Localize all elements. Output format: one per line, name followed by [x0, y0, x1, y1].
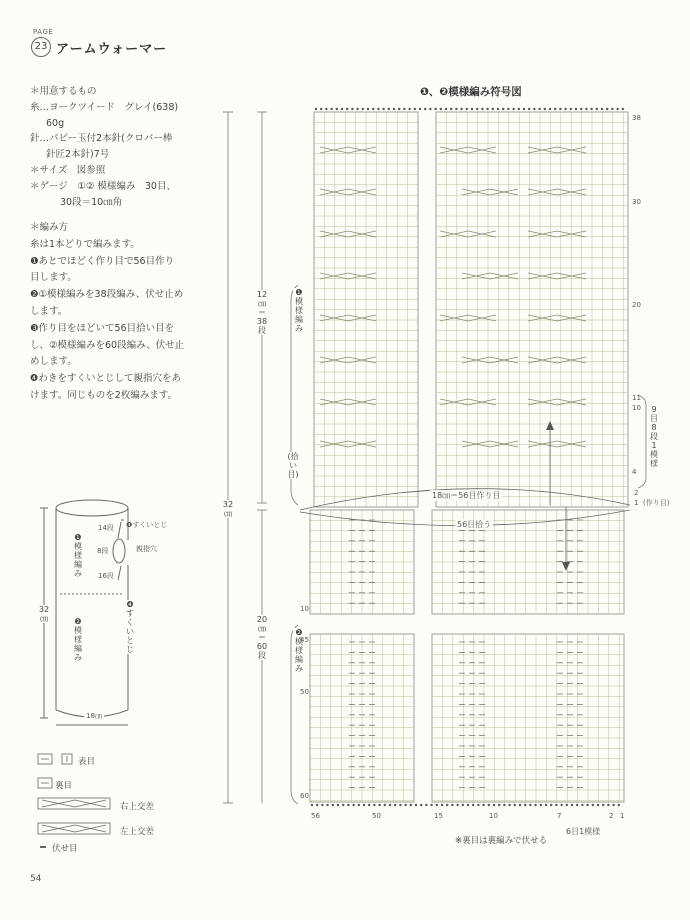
arm-warmer-schematic	[40, 500, 128, 725]
seam-label-2: ❹すくいとじ	[126, 600, 134, 654]
row-label: 50	[300, 688, 309, 696]
method-step: します。	[30, 305, 68, 317]
pattern-2-label: ❷模様編み	[295, 628, 303, 673]
method-step: し、②模様編みを60段編み、伏せ止	[30, 339, 185, 351]
row-label: 60	[300, 792, 309, 800]
chart-title: ❶、❷模様編み符号図	[420, 86, 522, 98]
method-step: めします。	[30, 356, 77, 368]
row-label: 38	[632, 114, 641, 122]
upper-chart-grid	[314, 112, 628, 507]
schematic-height: 32㎝	[38, 605, 50, 623]
materials-heading: ＊用意するもの	[30, 86, 97, 97]
method-step: ❸作り目をほどいて56目拾い目を	[30, 322, 175, 334]
col-label: 50	[372, 812, 381, 820]
needles-line-2: 針匠2本針)7号	[46, 149, 110, 161]
gauge-line: ＊ゲージ ①② 模様編み 30目、	[30, 180, 176, 192]
row-label: 2	[634, 489, 639, 497]
total-height-label: 32㎝	[222, 500, 234, 518]
schematic-width: 18㎝	[86, 712, 102, 720]
legend-bind-off: 伏せ目	[52, 844, 78, 854]
chart-note: ※裏目は裏編みで伏せる	[455, 836, 548, 846]
legend-left-cross: 左上交差	[120, 827, 155, 837]
lower-chart-grid	[310, 510, 624, 802]
page-number-badge: 23	[31, 37, 51, 57]
thumb-hole-label: 親指穴	[136, 545, 157, 553]
method-step: ❶あとでほどく作り目で56目作り	[30, 255, 175, 267]
row-label: 10	[300, 605, 309, 613]
repeat-stitches-label: 6目1模様	[566, 827, 601, 836]
col-label: 10	[489, 812, 498, 820]
legend-knit: 表目	[78, 757, 96, 767]
col-label: 56	[311, 812, 320, 820]
cable-motifs	[320, 147, 586, 447]
row-label: 10	[632, 404, 641, 412]
seam-label: ❹すくいとじ	[126, 521, 168, 529]
method-heading: ＊編み方	[30, 222, 69, 233]
row-label: 11	[632, 394, 641, 402]
row-label: 4	[632, 468, 637, 476]
col-label: 1	[620, 812, 625, 820]
rows-8-label: 8段	[97, 547, 109, 555]
upper-dimension-label: 12㎝＝38段	[256, 290, 268, 335]
legend-right-cross: 右上交差	[120, 802, 155, 812]
legend-purl: 裏目	[55, 781, 73, 791]
method-intro: 糸は1本どりで編みます。	[30, 238, 140, 250]
lower-dimension-label: 20㎝＝60段	[256, 615, 268, 660]
pattern-1-label: ❶模様編み	[295, 288, 303, 333]
row-label: 30	[632, 198, 641, 206]
col-label: 2	[609, 812, 614, 820]
page-footer-number: 54	[30, 874, 42, 884]
row-label: 20	[632, 301, 641, 309]
gauge-line-2: 30段＝10㎝角	[60, 196, 123, 208]
yarn-line: 糸…ヨークツイード グレイ(638)	[30, 101, 179, 113]
legend-symbols	[38, 754, 110, 847]
size-line: ＊サイズ 図参照	[30, 164, 106, 176]
rows-14-label: 14段	[98, 524, 114, 532]
needles-line: 針…パピー玉付2本針(クロバー棒	[30, 133, 173, 145]
page-title: アームウォーマー	[56, 42, 168, 57]
col-label: 15	[434, 812, 443, 820]
schematic-pattern-2-label: ❷模様編み	[74, 617, 82, 662]
row-label: 45	[300, 636, 309, 644]
schematic-pattern-1-label: ❶模様編み	[74, 533, 82, 578]
pickup-label: 56目拾う	[457, 520, 492, 529]
col-label: 7	[557, 812, 562, 820]
yarn-amount: 60g	[46, 117, 65, 129]
page-label: PAGE	[33, 28, 54, 36]
method-step: けます。同じものを2枚編みます。	[30, 389, 178, 401]
repeat-rows-label: 9目8段1模様	[650, 405, 658, 468]
cast-on-label: 18㎝＝56目作り目	[432, 491, 501, 500]
method-step: ❹わきをすくいとじして親指穴をあ	[30, 373, 182, 385]
pickup-side-label: (拾い目)	[287, 452, 299, 479]
method-step: 目します。	[30, 272, 77, 284]
row-label: 1	[634, 499, 639, 507]
rows-16-label: 16段	[98, 572, 114, 580]
cast-on-side-label: (作り目)	[643, 499, 670, 507]
method-step: ❷①模様編みを38段編み、伏せ止め	[30, 289, 184, 301]
purl-marks	[349, 520, 583, 788]
